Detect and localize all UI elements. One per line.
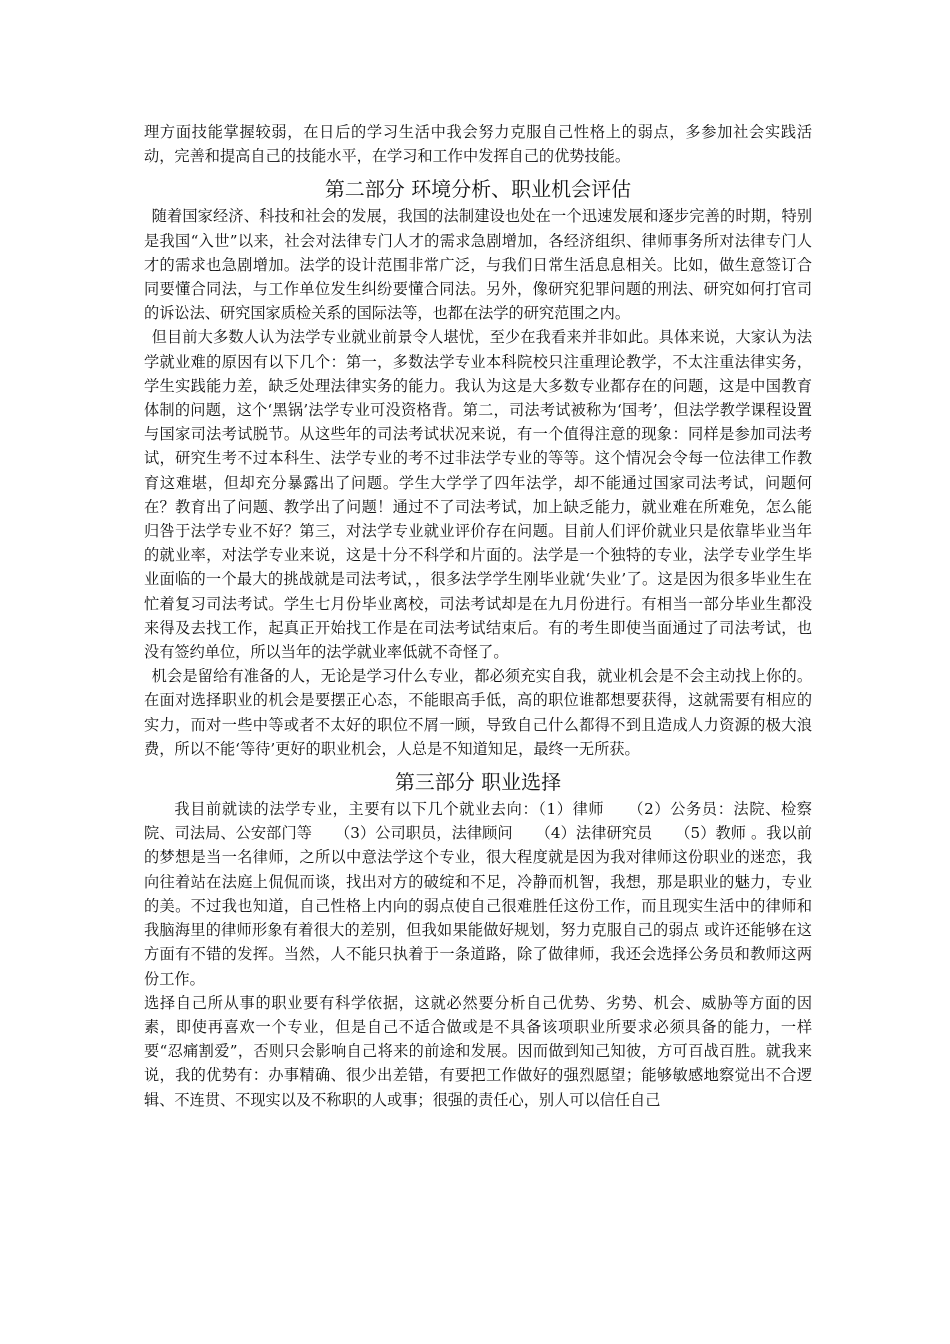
- section3-paragraph-1: 我目前就读的法学专业，主要有以下几个就业去向：（1）律师 （2）公务员：法院、检察院、司法局、公安部门等 （3）公司职员，法律顾问 （4）法律研究员 （5）教师 。我以前的梦想是当一名律师，之所以中意法学这个专业，很大程度就是因为我对律师这份职业的迷恋，我向往着站在法庭上侃侃而谈，找出对方的破绽和不足，冷静而机智，我想，那是职业的魅力，专业的美。不过我也知道，自己性格上内向的弱点使自己很难胜任这份工作，而且现实生活中的律师和我脑海里的律师形象有着很大的差别，但我如果能做好规划，努力克服自己的弱点 或许还能够在这方面有不错的发挥。当然，人不能只执着于一条道路，除了做律师，我还会选择公务员和教师这两份工作。: [144, 800, 812, 988]
- intro-paragraph: 理方面技能掌握较弱，在日后的学习生活中我会努力克服自己性格上的弱点，多参加社会实践活动，完善和提高自己的技能水平，在学习和工作中发挥自己的优势技能。: [144, 123, 812, 166]
- section2-paragraph-3: 机会是留给有准备的人，无论是学习什么专业，都必须充实自我，就业机会是不会主动找上你的。在面对选择职业的机会是要摆正心态，不能眼高手低，高的职位谁都想要获得，这就需要有相应的实力，而对一些中等或者不太好的职位不屑一顾，导致自己什么都得不到且造成人力资源的极大浪费，所以不能‘等待’更好的职业机会，人总是不知道知足，最终一无所获。: [144, 667, 812, 758]
- section2-paragraph-1: 随着国家经济、科技和社会的发展，我国的法制建设也处在一个迅速发展和逐步完善的时期，特别是我国“入世”以来，社会对法律专门人才的需求急剧增加，各经济组织、律师事务所对法律专门人才的需求也急剧增加。法学的设计范围非常广泛，与我们日常生活息息相关。比如，做生意签订合同要懂合同法，与工作单位发生纠纷要懂合同法。另外，像研究犯罪问题的刑法、研究如何打官司的诉讼法、研究国家质检关系的国际法等，也都在法学的研究范围之内。: [144, 207, 812, 323]
- section3-paragraph-2: 选择自己所从事的职业要有科学依据，这就必然要分析自己优势、劣势、机会、威胁等方面的因素，即使再喜欢一个专业，但是自己不适合做或是不具备该项职业所要求必须具备的能力，一样要“忍痛割爱”，否则只会影响自己将来的前途和发展。因而做到知己知彼，方可百战百胜。就我来说，我的优势有：办事精确、很少出差错，有要把工作做好的强烈愿望；能够敏感地察觉出不合逻辑、不连贯、不现实以及不称职的人或事；很强的责任心，别人可以信任自己: [144, 993, 812, 1109]
- section3-heading: 第三部分 职业选择: [394, 770, 562, 795]
- document-page: [144, 118, 812, 1112]
- section2-heading: 第二部分 环境分析、职业机会评估: [324, 177, 632, 202]
- section2-paragraph-2: 但目前大多数人认为法学专业就业前景令人堪忧，至少在我看来并非如此。具体来说，大家认为法学就业难的原因有以下几个：第一，多数法学专业本科院校只注重理论教学，不太注重法律实务，学生实践能力差，缺乏处理法律实务的能力。我认为这是大多数专业都存在的问题，这是中国教育体制的问题，这个‘黑锅’法学专业可没资格背。第二，司法考试被称为‘国考’，但法学教学课程设置与国家司法考试脱节。从这些年的司法考试状况来说，有一个值得注意的现象：同样是参加司法考试，研究生考不过本科生、法学专业的考不过非法学专业的等等。这个情况会令每一位法律工作教育这难堪，但却充分暴露出了问题。学生大学学了四年法学，却不能通过国家司法考试，问题何在？教育出了问题、教学出了问题！通过不了司法考试，加上缺乏能力，就业难在所难免，怎么能归咎于法学专业不好？第三，对法学专业就业评价存在问题。目前人们评价就业只是依靠毕业当年的就业率，对法学专业来说，这是十分不科学和片面的。法学是一个独特的专业，法学专业学生毕业面临的一个最大的挑战就是司法考试，，很多法学学生刚毕业就‘失业’了。这是因为很多毕业生在忙着复习司法考试。学生七月份毕业离校，司法考试却是在九月份进行。有相当一部分毕业生都没来得及去找工作，起真正开始找工作是在司法考试结束后。有的考生即使当面通过了司法考试，也没有签约单位，所以当年的法学就业率低就不奇怪了。: [144, 328, 812, 662]
